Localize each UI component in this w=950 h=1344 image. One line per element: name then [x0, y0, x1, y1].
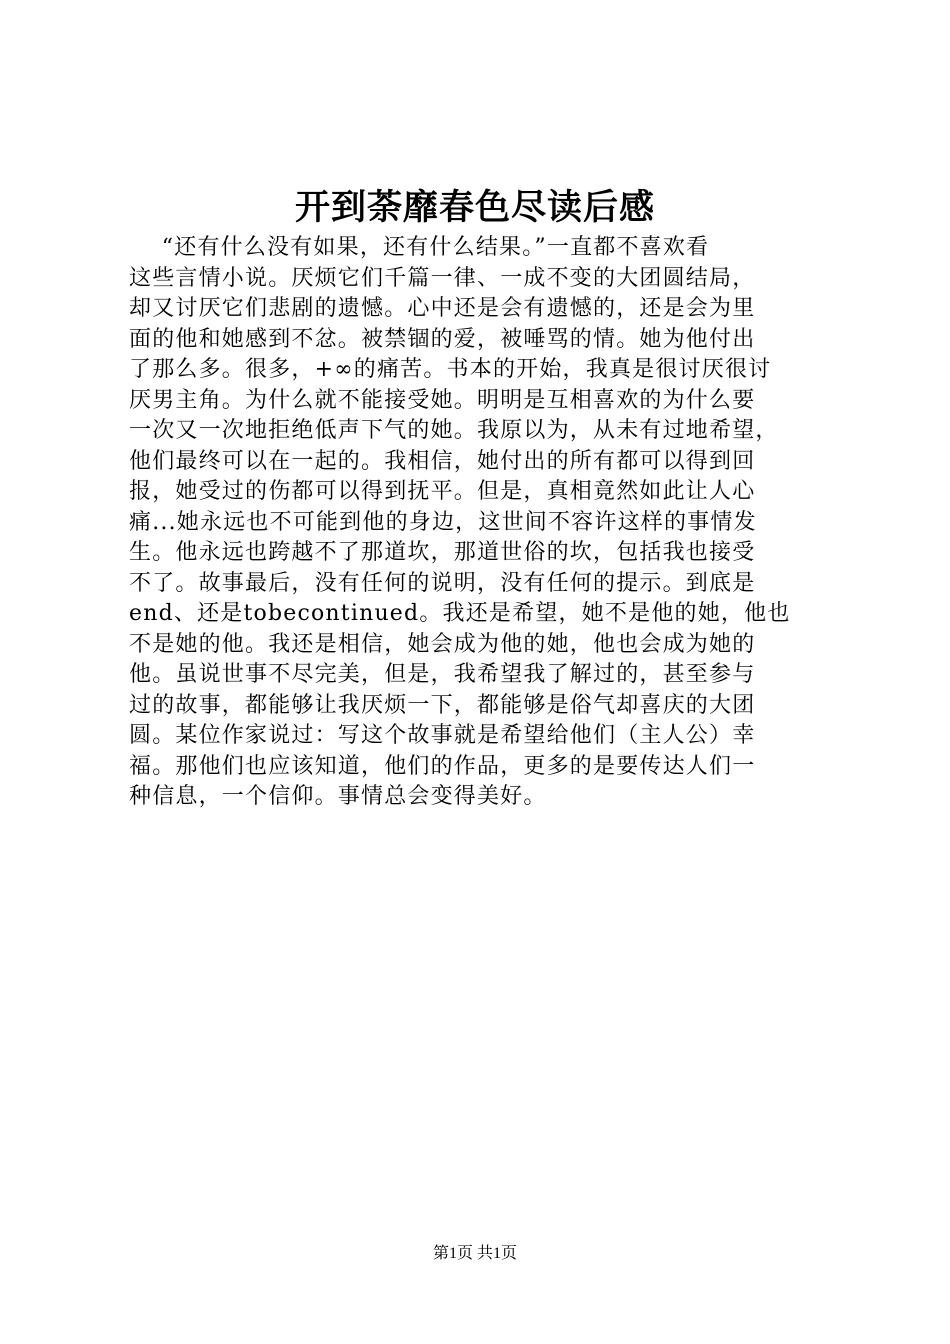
- body-line: 这些言情小说。厌烦它们千篇一律、一成不变的大团圆结局，: [129, 265, 756, 291]
- body-line: 生。他永远也跨越不了那道坎，那道世俗的坎，包括我也接受: [129, 540, 756, 565]
- body-line: 过的故事，都能够让我厌烦一下，都能够是俗气却喜庆的大团: [129, 692, 756, 718]
- body-line: 报，她受过的伤都可以得到抚平。但是，真相竟然如此让人心: [129, 479, 756, 504]
- body-line: 厌男主角。为什么就不能接受她。明明是互相喜欢的为什么要: [129, 387, 756, 413]
- document-body: [129, 233, 834, 813]
- body-line: 了那么多。很多，+∞的痛苦。书本的开始，我真是很讨厌很讨: [129, 357, 772, 382]
- body-line: “还有什么没有如果，还有什么结果。”一直都不喜欢看: [129, 235, 710, 260]
- body-line: end、还是tobecontinued。我还是希望，她不是他的她，他也: [129, 601, 791, 626]
- body-line: 福。那他们也应该知道，他们的作品，更多的是要传达人们一: [129, 753, 756, 779]
- page-footer: 第1页 共1页: [432, 1245, 517, 1262]
- body-line: 痛...她永远也不可能到他的身边，这世间不容许这样的事情发: [129, 509, 757, 535]
- body-line: 种信息，一个信仰。事情总会变得美好。: [129, 784, 547, 809]
- body-line: 面的他和她感到不忿。被禁锢的爱，被唾骂的情。她为他付出: [129, 326, 756, 352]
- document-title: 开到荼靡春色尽读后感: [294, 187, 655, 228]
- body-line: 他们最终可以在一起的。我相信，她付出的所有都可以得到回: [129, 448, 756, 474]
- body-line: 却又讨厌它们悲剧的遗憾。心中还是会有遗憾的，还是会为里: [129, 296, 756, 321]
- body-line: 不了。故事最后，没有任何的说明，没有任何的提示。到底是: [129, 570, 756, 596]
- body-line: 不是她的他。我还是相信，她会成为他的她，他也会成为她的: [129, 631, 756, 657]
- body-line: 圆。某位作家说过：写这个故事就是希望给他们（主人公）幸: [129, 723, 756, 748]
- body-line: 一次又一次地拒绝低声下气的她。我原以为，从未有过地希望，: [129, 418, 779, 443]
- body-line: 他。虽说世事不尽完美，但是，我希望我了解过的，甚至参与: [129, 662, 756, 687]
